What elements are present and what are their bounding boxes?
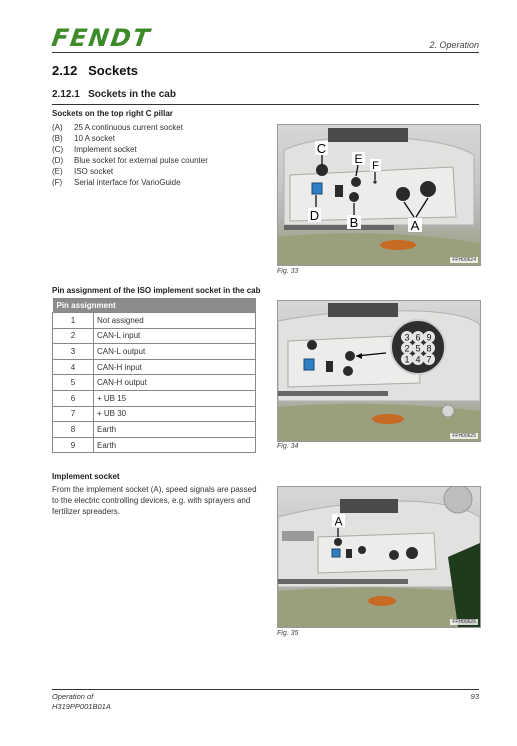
list-item <box>52 133 208 144</box>
table-row <box>53 328 256 344</box>
pin-assignment: Earth <box>94 437 256 453</box>
list-item <box>52 177 208 188</box>
socket-legend-list <box>52 122 208 188</box>
pin-number: 3 <box>53 344 94 360</box>
table-row <box>53 390 256 406</box>
pin-label: 6 <box>415 332 421 343</box>
pin-assignment: + UB 15 <box>94 390 256 406</box>
figure-caption: Fig. 33 <box>277 268 299 275</box>
figure-35-photo <box>277 486 481 628</box>
pin-number: 6 <box>53 390 94 406</box>
table-row <box>53 437 256 453</box>
table-row <box>53 406 256 422</box>
list-text: 25 A continuous current socket <box>74 123 183 132</box>
list-item <box>52 122 208 133</box>
table-row <box>53 344 256 360</box>
table-row <box>53 422 256 438</box>
list-text: Blue socket for external pulse counter <box>74 156 208 165</box>
figure-caption: Fig. 35 <box>277 630 299 637</box>
pin-assignment-table <box>52 298 256 453</box>
table-row <box>53 359 256 375</box>
fendt-logo: FENDT <box>50 24 154 52</box>
subsection-divider <box>52 104 479 105</box>
figure-label: B <box>349 215 359 230</box>
figure-caption: Fig. 34 <box>277 443 299 450</box>
chapter-title: 2. Operation <box>429 40 479 50</box>
implement-socket-text: From the implement socket (A), speed signals are passed to the electric controlling devices, e.g. with sprayers and fertilizer spreaders. <box>52 485 257 516</box>
table-header-row <box>53 298 256 313</box>
pin-assignment-heading: Pin assignment of the ISO implement socket in the cab <box>52 286 261 295</box>
figure-label: D <box>309 208 320 223</box>
list-text: 10 A socket <box>74 134 115 143</box>
pin-number: 8 <box>53 422 94 438</box>
pin-assignment: CAN-H output <box>94 375 256 391</box>
list-key: (D) <box>52 156 64 165</box>
pin-number: 5 <box>53 375 94 391</box>
pin-number: 9 <box>53 437 94 453</box>
photo-id: FFH00626 <box>452 619 476 625</box>
pin-assignment: CAN-L output <box>94 344 256 360</box>
list-text: ISO socket <box>74 167 114 176</box>
footer-document-info <box>52 692 111 712</box>
list-item <box>52 144 208 155</box>
pin-label: 9 <box>426 332 432 343</box>
page-number: 93 <box>470 692 479 701</box>
pin-number: 1 <box>53 313 94 329</box>
footer-line: Operation of <box>52 692 94 701</box>
table-header: Pin assignment <box>53 298 256 313</box>
pin-number: 2 <box>53 328 94 344</box>
list-key: (A) <box>52 123 63 132</box>
pin-assignment: CAN-H input <box>94 359 256 375</box>
figure-label: F <box>372 160 379 172</box>
list-text: Serial interface for VarioGuide <box>74 178 181 187</box>
figure-34-photo <box>277 300 481 442</box>
table-row <box>53 375 256 391</box>
pin-label: 8 <box>426 343 432 354</box>
pin-label: 1 <box>404 354 410 365</box>
table-row <box>53 313 256 329</box>
footer-line: H319PP001B01A <box>52 702 111 711</box>
list-item <box>52 155 208 166</box>
photo-id: FFH00625 <box>452 433 476 439</box>
footer-divider <box>52 689 479 690</box>
list-key: (B) <box>52 134 63 143</box>
photo-id: FFH00624 <box>452 257 476 263</box>
pin-label: 4 <box>415 354 421 365</box>
pin-label: 3 <box>404 332 410 343</box>
figure-33-photo <box>277 124 481 266</box>
pin-assignment: Not assigned <box>94 313 256 329</box>
subsection-title: 2.12.1 Sockets in the cab <box>52 89 176 100</box>
figure-label: E <box>354 152 363 166</box>
figure-label: C <box>316 141 327 156</box>
list-item <box>52 166 208 177</box>
pin-label: 7 <box>426 354 432 365</box>
pin-assignment: Earth <box>94 422 256 438</box>
pin-number: 4 <box>53 359 94 375</box>
pin-label: 2 <box>404 343 410 354</box>
header-divider <box>52 52 479 53</box>
pin-assignment: CAN-L input <box>94 328 256 344</box>
list-key: (F) <box>52 178 63 187</box>
section-title: 2.12 Sockets <box>52 63 138 78</box>
figure-label: A <box>410 218 420 233</box>
list-key: (C) <box>52 145 64 154</box>
list-key: (E) <box>52 167 63 176</box>
sockets-subheading: Sockets on the top right C pillar <box>52 109 173 118</box>
list-text: Implement socket <box>74 145 137 154</box>
figure-label: A <box>334 514 343 529</box>
pin-number: 7 <box>53 406 94 422</box>
implement-socket-heading: Implement socket <box>52 472 120 481</box>
pin-label: 5 <box>415 343 421 354</box>
pin-assignment: + UB 30 <box>94 406 256 422</box>
